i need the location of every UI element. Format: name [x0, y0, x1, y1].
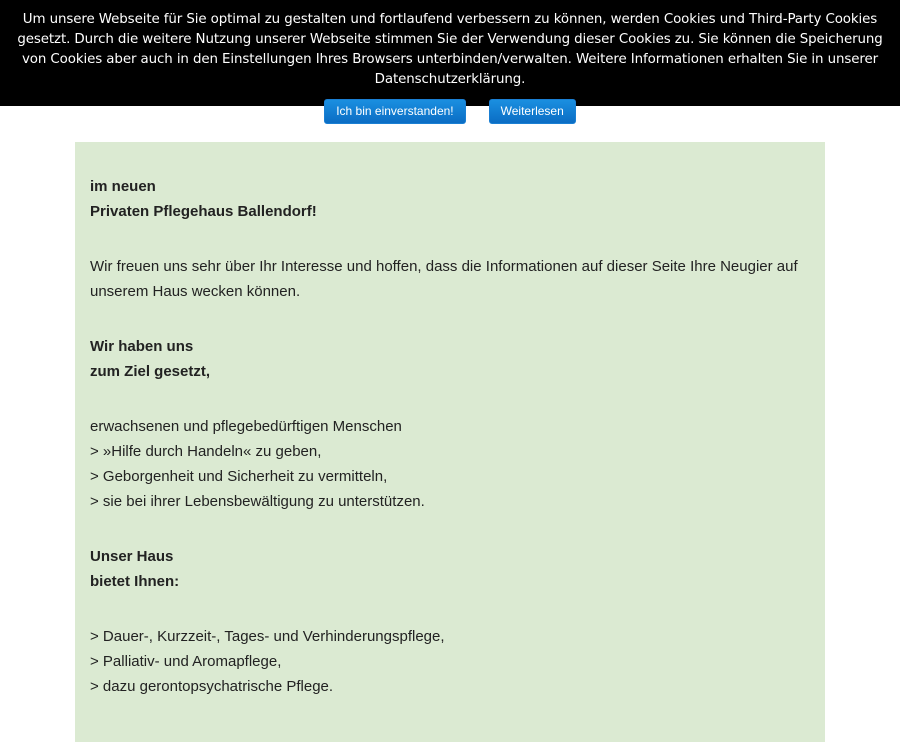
- goal-heading-line-1: Wir haben uns: [90, 338, 194, 355]
- offer-list: [90, 624, 810, 699]
- welcome-heading: [90, 174, 810, 224]
- welcome-content-box: [75, 142, 825, 742]
- read-more-button[interactable]: Weiterlesen: [489, 99, 576, 124]
- welcome-line-2: Privaten Pflegehaus Ballendorf!: [90, 203, 317, 220]
- cookie-banner-text: Um unsere Webseite für Sie optimal zu gestalten und fortlaufend verbessern zu können, werden Cookies und Third-Party Cookies gesetzt. Durch die weitere Nutzung unserer Webseite stimmen Sie der Verwendung dieser Cookies zu. Sie können die Speicherung von Cookies aber auch in den Einstellungen Ihres Browsers unterbinden/verwalten. Weitere Informationen erhalten Sie in unserer Datenschutzerklärung.: [17, 12, 883, 87]
- offer-line: > dazu gerontopsychatrische Pflege.: [90, 678, 334, 695]
- offer-heading: [90, 544, 810, 594]
- cookie-banner: [0, 0, 900, 118]
- goal-heading-line-2: zum Ziel gesetzt,: [90, 363, 211, 380]
- cookie-banner-buttons: [0, 99, 900, 124]
- offer-heading-line-2: bietet Ihnen:: [90, 573, 180, 590]
- intro-paragraph: Wir freuen uns sehr über Ihr Interesse und hoffen, dass die Informationen auf dieser Seite Ihre Neugier auf unserem Haus wecken können.: [90, 258, 798, 300]
- offer-heading-line-1: Unser Haus: [90, 548, 174, 565]
- welcome-line-1: im neuen: [90, 178, 156, 195]
- goal-line: erwachsenen und pflegebedürftigen Menschen: [90, 418, 402, 435]
- offer-line: > Palliativ- und Aromapflege,: [90, 653, 282, 670]
- goal-line: > »Hilfe durch Handeln« zu geben,: [90, 443, 322, 460]
- goal-line: > Geborgenheit und Sicherheit zu vermitteln,: [90, 468, 388, 485]
- offer-line: > Dauer-, Kurzzeit-, Tages- und Verhinderungspflege,: [90, 628, 445, 645]
- accept-cookies-button[interactable]: Ich bin einverstanden!: [324, 99, 465, 124]
- goal-line: > sie bei ihrer Lebensbewältigung zu unterstützen.: [90, 493, 425, 510]
- goal-list: [90, 414, 810, 514]
- goal-heading: [90, 334, 810, 384]
